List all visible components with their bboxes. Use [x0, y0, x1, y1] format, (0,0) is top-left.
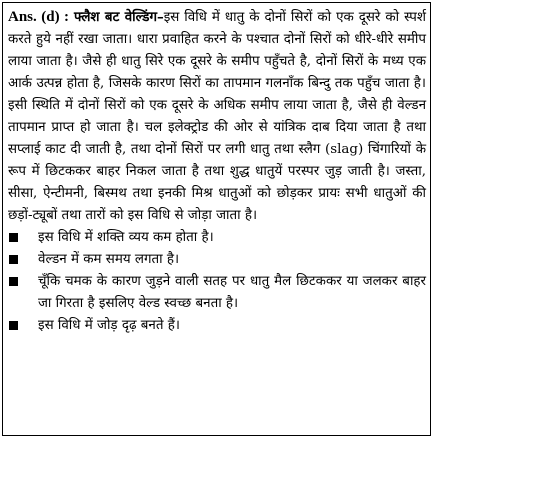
- list-item-text: चूँकि चमक के कारण जुड़ने वाली सतह पर धातु मैल छिटककर या जलकर बाहर जा गिरता है इसलिए वेल्ड स्वच्छ बनता है।: [38, 274, 426, 311]
- answer-body: इस विधि में धातु के दोनों सिरों को एक दूसरे को स्पर्श करते हुये नहीं रखा जाता। धारा प्रवाहित करने के पश्चात दोनों सिरों को धीरे-धीरे समीप लाया जाता है। जैसे ही धातु सिरे एक दूसरे के समीप पहुँचते है, दोनों सिरों के मध्य एक आर्क उत्पन्न होता है, जिसके कारण सिरों का तापमान गलनाँक बिन्दु तक पहुँच जाता है। इसी स्थिति में दोनों सिरों को एक दूसरे के अधिक समीप लाया जाता है, जैसे ही वेल्डन तापमान प्राप्त हो जाता है। चल इलेक्ट्रोड की ओर से यांत्रिक दाब दिया जाता है तथा सप्लाई काट दी जाती है, तथा दोनों सिरों पर लगी धातु तथा स्लैग (slag) चिंगारियों के रूप में छिटककर बाहर निकल जाता है तथा शुद्ध धातुयें परस्पर जुड़ जाती है। जस्ता, सीसा, ऐन्टीमनी, बिस्मथ तथा इनकी मिश्र धातुओं को छोड़कर प्रायः सभी धातुओं की छड़ों-ट्यूबों तथा तारों को इस विधि से जोड़ा जाता है।: [8, 10, 426, 223]
- square-bullet-icon: [9, 233, 18, 242]
- answer-label: Ans. (d) :: [8, 9, 70, 25]
- square-bullet-icon: [9, 255, 18, 264]
- list-item-text: इस विधि में जोड़ दृढ़ बनते हैं।: [38, 318, 180, 333]
- list-item-text: इस विधि में शक्ति व्यय कम होता है।: [38, 230, 214, 245]
- advantages-list: [8, 227, 426, 337]
- list-item: [8, 271, 426, 315]
- topic-heading: फ्लैश बट वेल्डिंग–: [74, 9, 164, 25]
- list-item: [8, 315, 426, 337]
- answer-paragraph: [8, 6, 426, 227]
- square-bullet-icon: [9, 277, 18, 286]
- list-item-text: वेल्डन में कम समय लगता है।: [38, 252, 180, 267]
- square-bullet-icon: [9, 321, 18, 330]
- list-item: [8, 227, 426, 249]
- answer-box: [2, 2, 431, 436]
- list-item: [8, 249, 426, 271]
